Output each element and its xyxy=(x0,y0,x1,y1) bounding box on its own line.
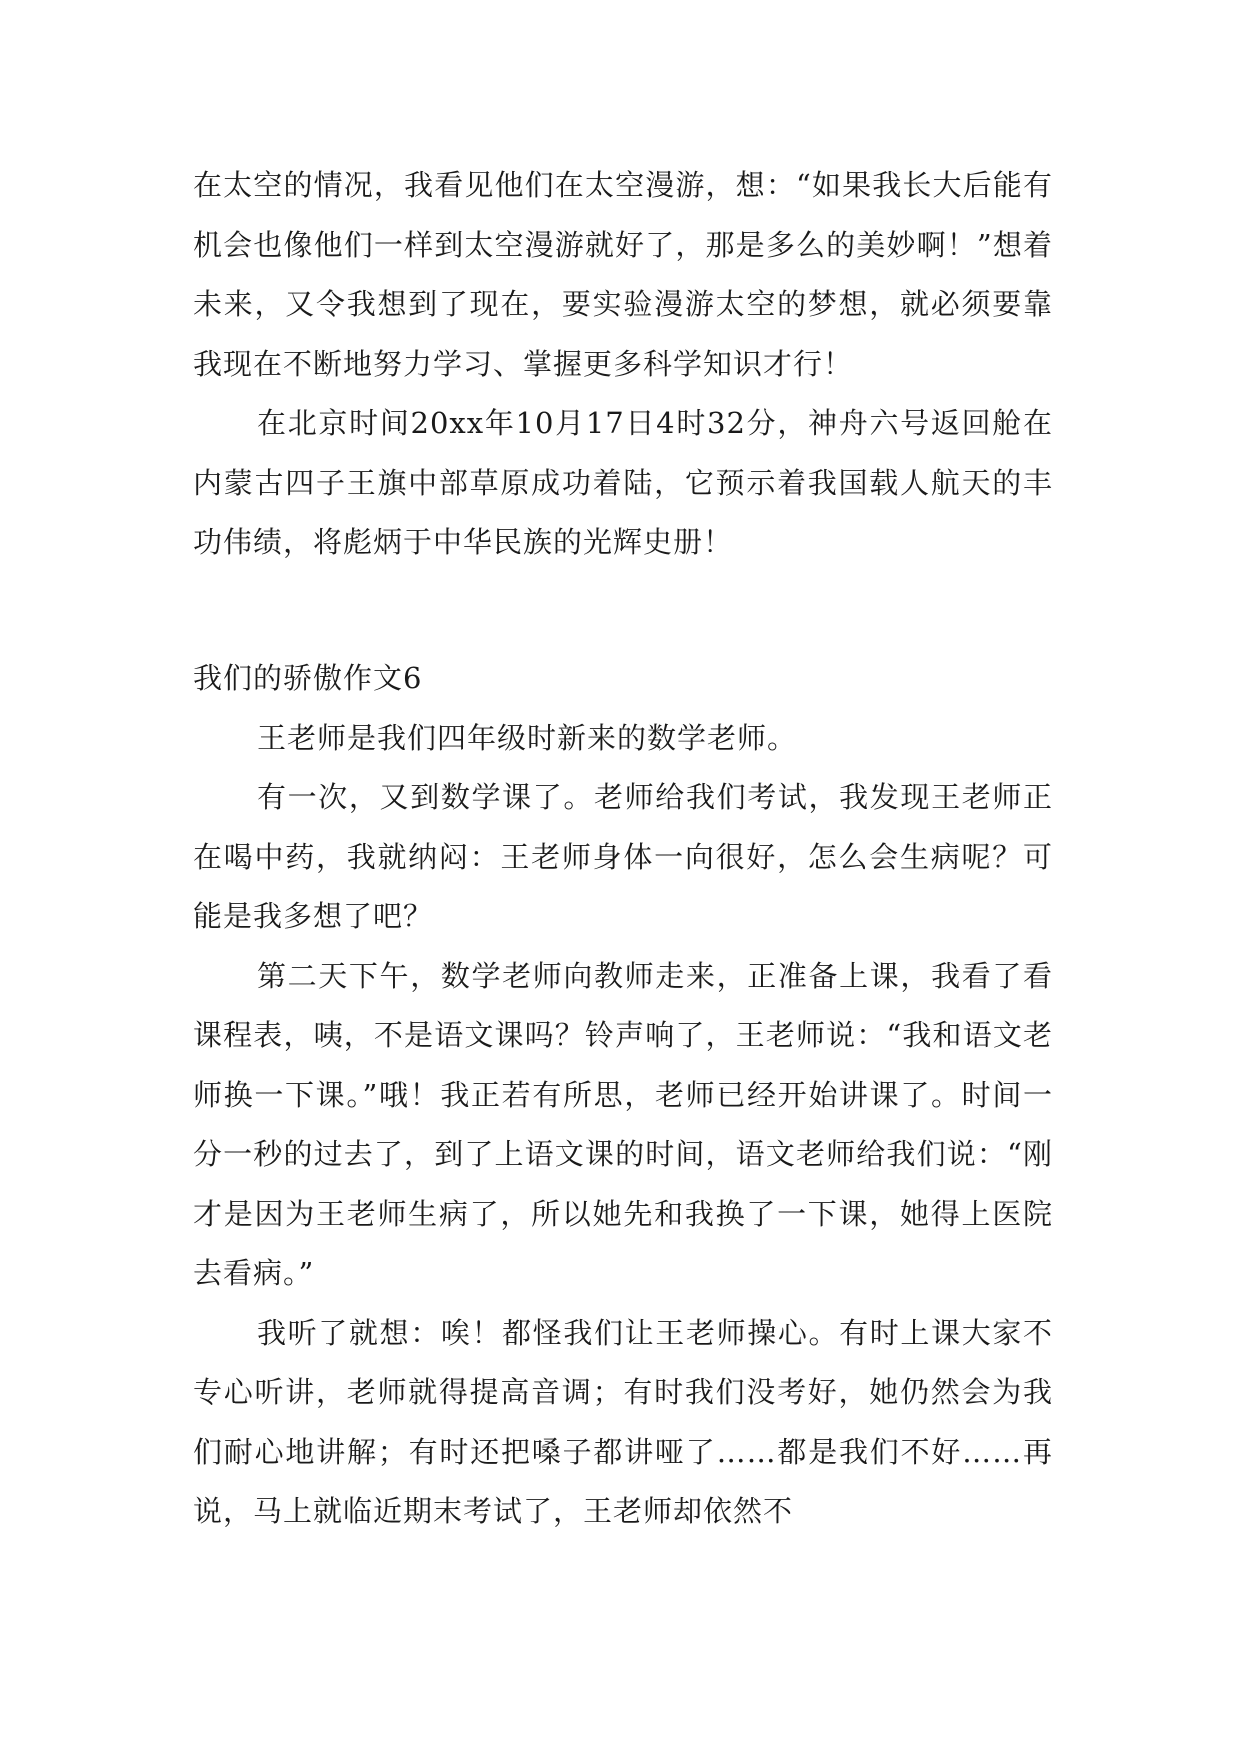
paragraph-continued: 在太空的情况，我看见他们在太空漫游，想：“如果我长大后能有机会也像他们一样到太空漫游就好了，那是多么的美妙啊！”想着未来，又令我想到了现在，要实验漫游太空的梦想，就必须要靠我现在不断地努力学习、掌握更多科学知识才行！ xyxy=(193,168,1053,381)
section-two xyxy=(193,649,1053,1542)
paragraph-exam: 有一次，又到数学课了。老师给我们考试，我发现王老师正在喝中药，我就纳闷：王老师身体一向很好，怎么会生病呢？可能是我多想了吧？ xyxy=(193,780,1053,933)
essay-title: 我们的骄傲作文6 xyxy=(193,661,423,695)
paragraph-intro: 王老师是我们四年级时新来的数学老师。 xyxy=(257,720,798,755)
paragraph-landing: 在北京时间20xx年10月17日4时32分，神舟六号返回舱在内蒙古四子王旗中部草原成功着陆，它预示着我国载人航天的丰功伟绩，将彪炳于中华民族的光辉史册！ xyxy=(193,406,1053,559)
paragraph-reflection: 我听了就想：唉！都怪我们让王老师操心。有时上课大家不专心听讲，老师就得提高音调；有时我们没考好，她仍然会为我们耐心地讲解；有时还把嗓子都讲哑了……都是我们不好……再说，马上就临近期末考试了，王老师却依然不 xyxy=(193,1315,1053,1528)
paragraph-next-day: 第二天下午，数学老师向教师走来，正准备上课，我看了看课程表，咦，不是语文课吗？铃声响了，王老师说：“我和语文老师换一下课。”哦！我正若有所思，老师已经开始讲课了。时间一分一秒的过去了，到了上语文课的时间，语文老师给我们说：“刚才是因为王老师生病了，所以她先和我换了一下课，她得上医院去看病。” xyxy=(193,958,1053,1290)
section-one xyxy=(193,156,1053,573)
